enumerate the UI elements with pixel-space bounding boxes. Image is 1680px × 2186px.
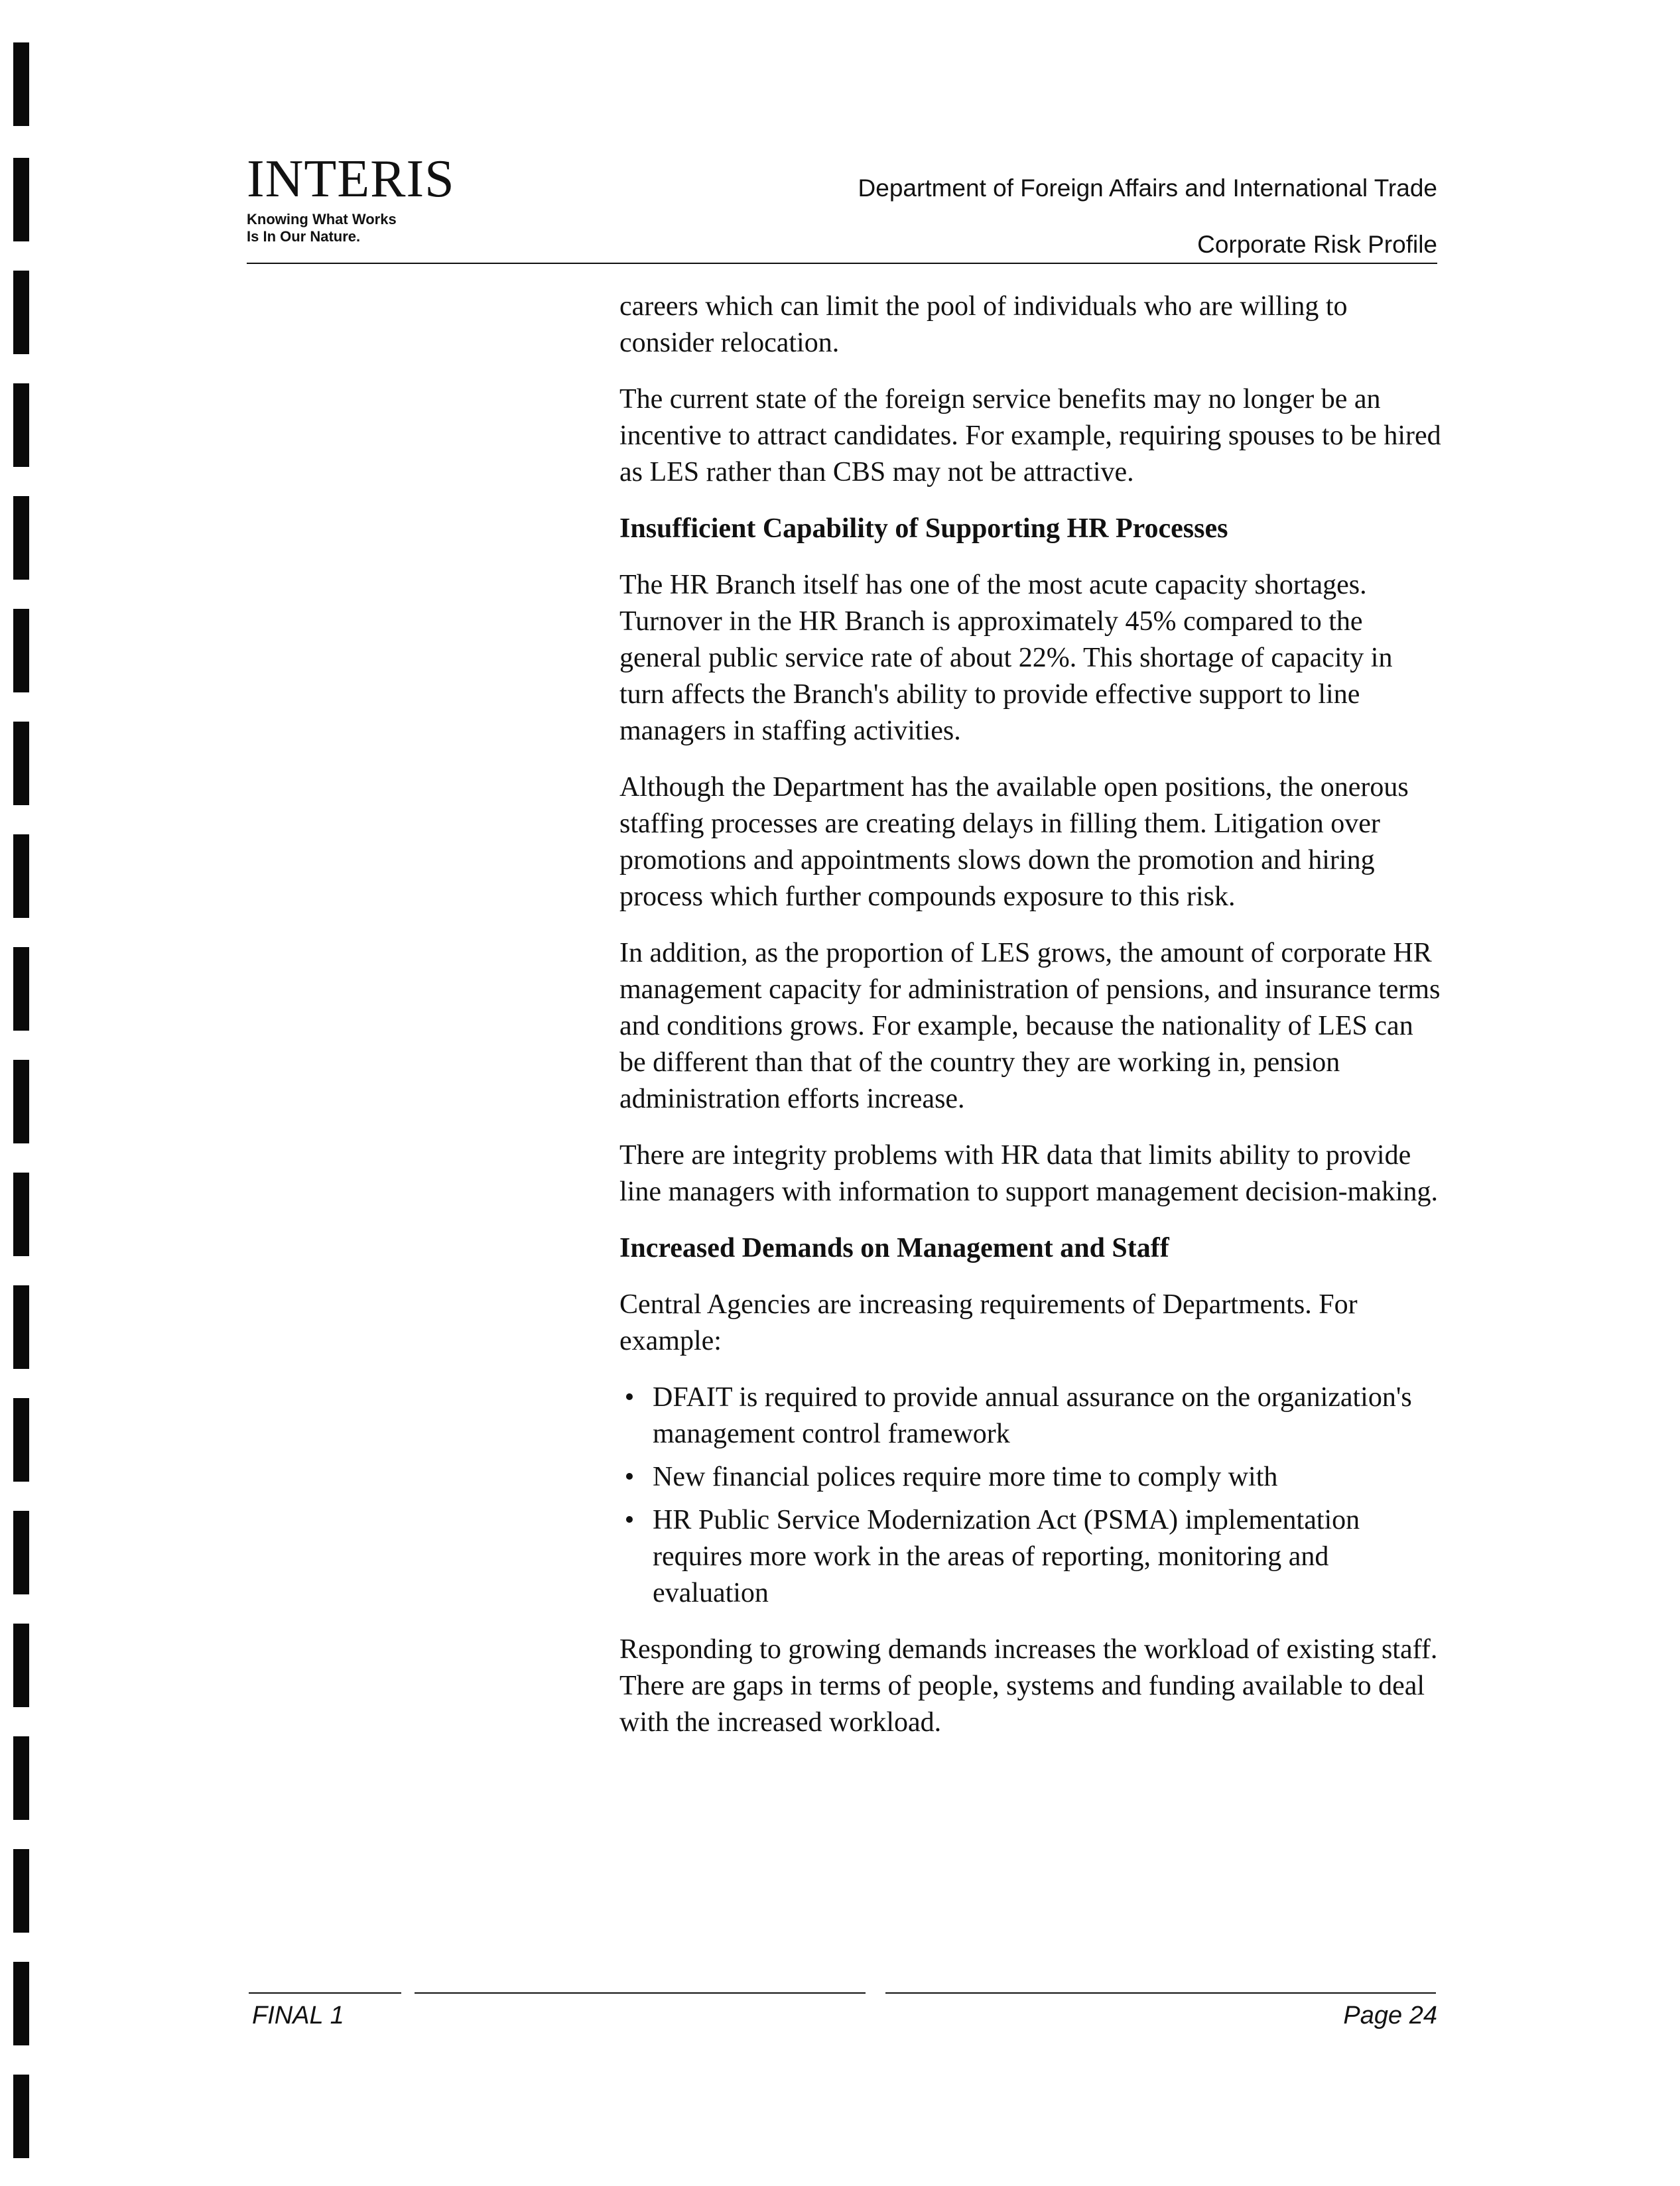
binding-mark <box>13 1173 29 1256</box>
paragraph: Central Agencies are increasing requirements of Departments. For example: <box>619 1289 1358 1356</box>
header-rule <box>247 263 1437 264</box>
footer-rule <box>885 1992 1436 1994</box>
binding-mark <box>13 271 29 354</box>
paragraph: The current state of the foreign service benefits may no longer be an incentive to attract candidates. For example, requiring spouses to be hired as LES rather than CBS may not be attractive. <box>619 384 1441 487</box>
binding-mark <box>13 1736 29 1820</box>
binding-mark <box>13 1511 29 1594</box>
list-item <box>619 1380 1442 1452</box>
bullet-list <box>619 1380 1442 1612</box>
binding-mark <box>13 2075 29 2158</box>
binding-mark <box>13 1398 29 1482</box>
section-heading: Insufficient Capability of Supporting HR Processes <box>619 513 1228 544</box>
tagline-line-1: Knowing What Works <box>247 211 397 227</box>
list-item <box>619 1502 1442 1612</box>
logo-wordmark: INTERIS <box>247 150 455 208</box>
list-item <box>619 1459 1442 1496</box>
binding-mark <box>13 383 29 467</box>
binding-mark <box>13 496 29 580</box>
binding-mark <box>13 1849 29 1933</box>
page-number: Page 24 <box>1343 2002 1437 2029</box>
company-logo <box>247 150 455 245</box>
paragraph: There are integrity problems with HR data that limits ability to provide line managers with information to support management decision-making. <box>619 1140 1439 1207</box>
header-department: Department of Foreign Affairs and International Trade <box>858 174 1437 202</box>
header-document-title: Corporate Risk Profile <box>1197 231 1437 258</box>
list-item-text: New financial polices require more time to comply with <box>653 1462 1278 1492</box>
binding-mark <box>13 42 29 126</box>
footer-rule <box>415 1992 866 1994</box>
bullet-icon: • <box>624 1505 635 1535</box>
binding-mark <box>13 158 29 241</box>
binding-mark <box>13 609 29 692</box>
section-heading: Increased Demands on Management and Staff <box>619 1233 1169 1263</box>
document-body <box>619 289 1442 1761</box>
paragraph: Although the Department has the available open positions, the onerous staffing processes are creating delays in filling them. Litigation over promotions and appointments slows down the promotion and hiring process which further compounds exposure to this risk. <box>619 772 1409 912</box>
binding-mark <box>13 722 29 805</box>
paragraph: The HR Branch itself has one of the most acute capacity shortages. Turnover in the HR Branch is approximately 45% compared to the general public service rate of about 22%. This shortage of capacity in turn affects the Branch's ability to provide effective support to line managers in staffing activities. <box>619 570 1393 746</box>
logo-tagline <box>247 211 455 245</box>
footer-rule <box>249 1992 401 1994</box>
tagline-line-2: Is In Our Nature. <box>247 228 361 245</box>
list-item-text: DFAIT is required to provide annual assurance on the organization's management control framework <box>653 1382 1412 1449</box>
bullet-icon: • <box>624 1462 635 1492</box>
binding-mark <box>13 1962 29 2045</box>
paragraph: In addition, as the proportion of LES grows, the amount of corporate HR management capacity for administration of pensions, and insurance terms and conditions grows. For example, because the nationality of LES can be different than that of the country they are working in, pension administration efforts increase. <box>619 938 1441 1114</box>
paragraph: careers which can limit the pool of individuals who are willing to consider relocation. <box>619 291 1348 358</box>
footer-status: FINAL 1 <box>252 2002 344 2029</box>
list-item-text: HR Public Service Modernization Act (PSMA) implementation requires more work in the areas of reporting, monitoring and evaluation <box>653 1505 1360 1608</box>
paragraph: Responding to growing demands increases the workload of existing staff. There are gaps in terms of people, systems and funding available to deal with the increased workload. <box>619 1634 1438 1738</box>
binding-mark <box>13 947 29 1031</box>
binding-mark <box>13 1624 29 1707</box>
bullet-icon: • <box>624 1382 635 1413</box>
binding-mark <box>13 834 29 918</box>
binding-mark <box>13 1285 29 1369</box>
binding-mark <box>13 1060 29 1143</box>
